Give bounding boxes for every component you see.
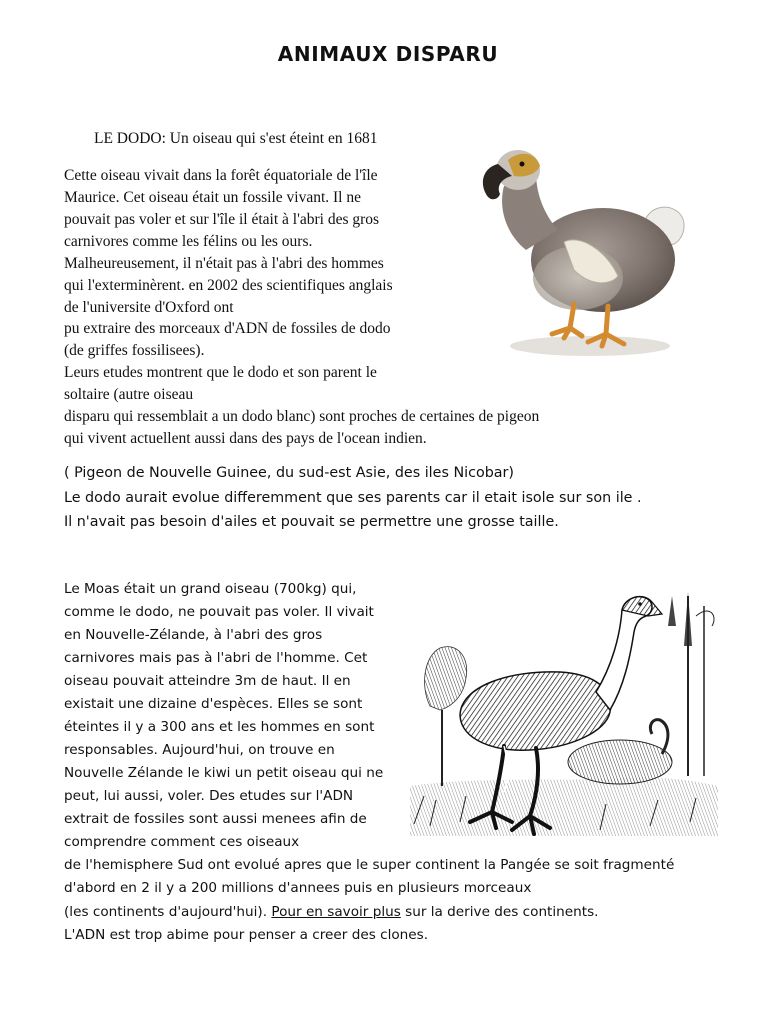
dodo-line: de l'universite d'Oxford ont xyxy=(64,299,234,316)
dodo-line: pouvait pas voler et sur l'île il était à l'abri des gros xyxy=(64,211,380,228)
dodo-line: Cette oiseau vivait dans la forêt équatoriale de l'île xyxy=(64,167,378,184)
moa-line: en Nouvelle-Zélande, à l'abri des gros xyxy=(64,627,323,643)
moa-line: Le Moas était un grand oiseau (700kg) qui, xyxy=(64,581,357,597)
dodo-line: qui l'exterminèrent. en 2002 des scientifiques anglais xyxy=(64,277,393,294)
moa-illustration xyxy=(400,586,722,844)
page-title: ANIMAUX DISPARU xyxy=(277,42,499,66)
dodo-line: soltaire (autre oiseau xyxy=(64,386,194,403)
learn-more-link[interactable]: Pour en savoir plus xyxy=(271,904,401,920)
moa-line: comme le dodo, ne pouvait pas voler. Il vivait xyxy=(64,604,374,620)
moa-line: peut, lui aussi, voler. Des etudes sur l'ADN xyxy=(64,788,354,804)
moa-line: carnivores mais pas à l'abri de l'homme. Cet xyxy=(64,650,368,666)
moa-line: d'abord en 2 il y a 200 millions d'annees puis en plusieurs morceaux xyxy=(64,880,532,896)
note-line: ( Pigeon de Nouvelle Guinee, du sud-est Asie, des iles Nicobar) xyxy=(64,465,515,481)
moa-line: oiseau pouvait atteindre 3m de haut. Il en xyxy=(64,673,351,689)
moa-line: éteintes il y a 300 ans et les hommes en sont xyxy=(64,719,375,735)
moa-line: de l'hemisphere Sud ont evolué apres que le super continent la Pangée se soit fragmenté xyxy=(64,857,675,873)
moa-text: sur la derive des continents. xyxy=(400,904,599,920)
dodo-heading: LE DODO: Un oiseau qui s'est éteint en 1681 xyxy=(94,130,378,147)
dodo-illustration xyxy=(478,138,693,363)
moa-text: (les continents d'aujourd'hui). xyxy=(64,904,272,920)
note-line: Il n'avait pas besoin d'ailes et pouvait se permettre une grosse taille. xyxy=(64,514,559,530)
dodo-line: pu extraire des morceaux d'ADN de fossiles de dodo xyxy=(64,320,391,337)
moa-line: Nouvelle Zélande le kiwi un petit oiseau qui ne xyxy=(64,765,384,781)
moa-line-with-link xyxy=(64,904,599,920)
dodo-line: (de griffes fossilisees). xyxy=(64,342,205,359)
dodo-line: Maurice. Cet oiseau était un fossile vivant. Il ne xyxy=(64,189,361,206)
moa-line: comprendre comment ces oiseaux xyxy=(64,834,300,850)
note-line: Le dodo aurait evolue differemment que ses parents car il etait isole sur son ile . xyxy=(64,490,642,506)
moa-line: existait une dizaine d'espèces. Elles se sont xyxy=(64,696,363,712)
dodo-line: qui vivent actuellent aussi dans des pays de l'ocean indien. xyxy=(64,430,427,447)
moa-line: extrait de fossiles sont aussi menees afin de xyxy=(64,811,367,827)
moa-line: responsables. Aujourd'hui, on trouve en xyxy=(64,742,335,758)
dodo-line: carnivores comme les félins ou les ours. xyxy=(64,233,313,250)
dodo-line: disparu qui ressemblait a un dodo blanc) sont proches de certaines de pigeon xyxy=(64,408,540,425)
dodo-line: Leurs etudes montrent que le dodo et son parent le xyxy=(64,364,377,381)
dodo-line: Malheureusement, il n'était pas à l'abri des hommes xyxy=(64,255,384,272)
moa-line: L'ADN est trop abime pour penser a creer des clones. xyxy=(64,927,429,943)
